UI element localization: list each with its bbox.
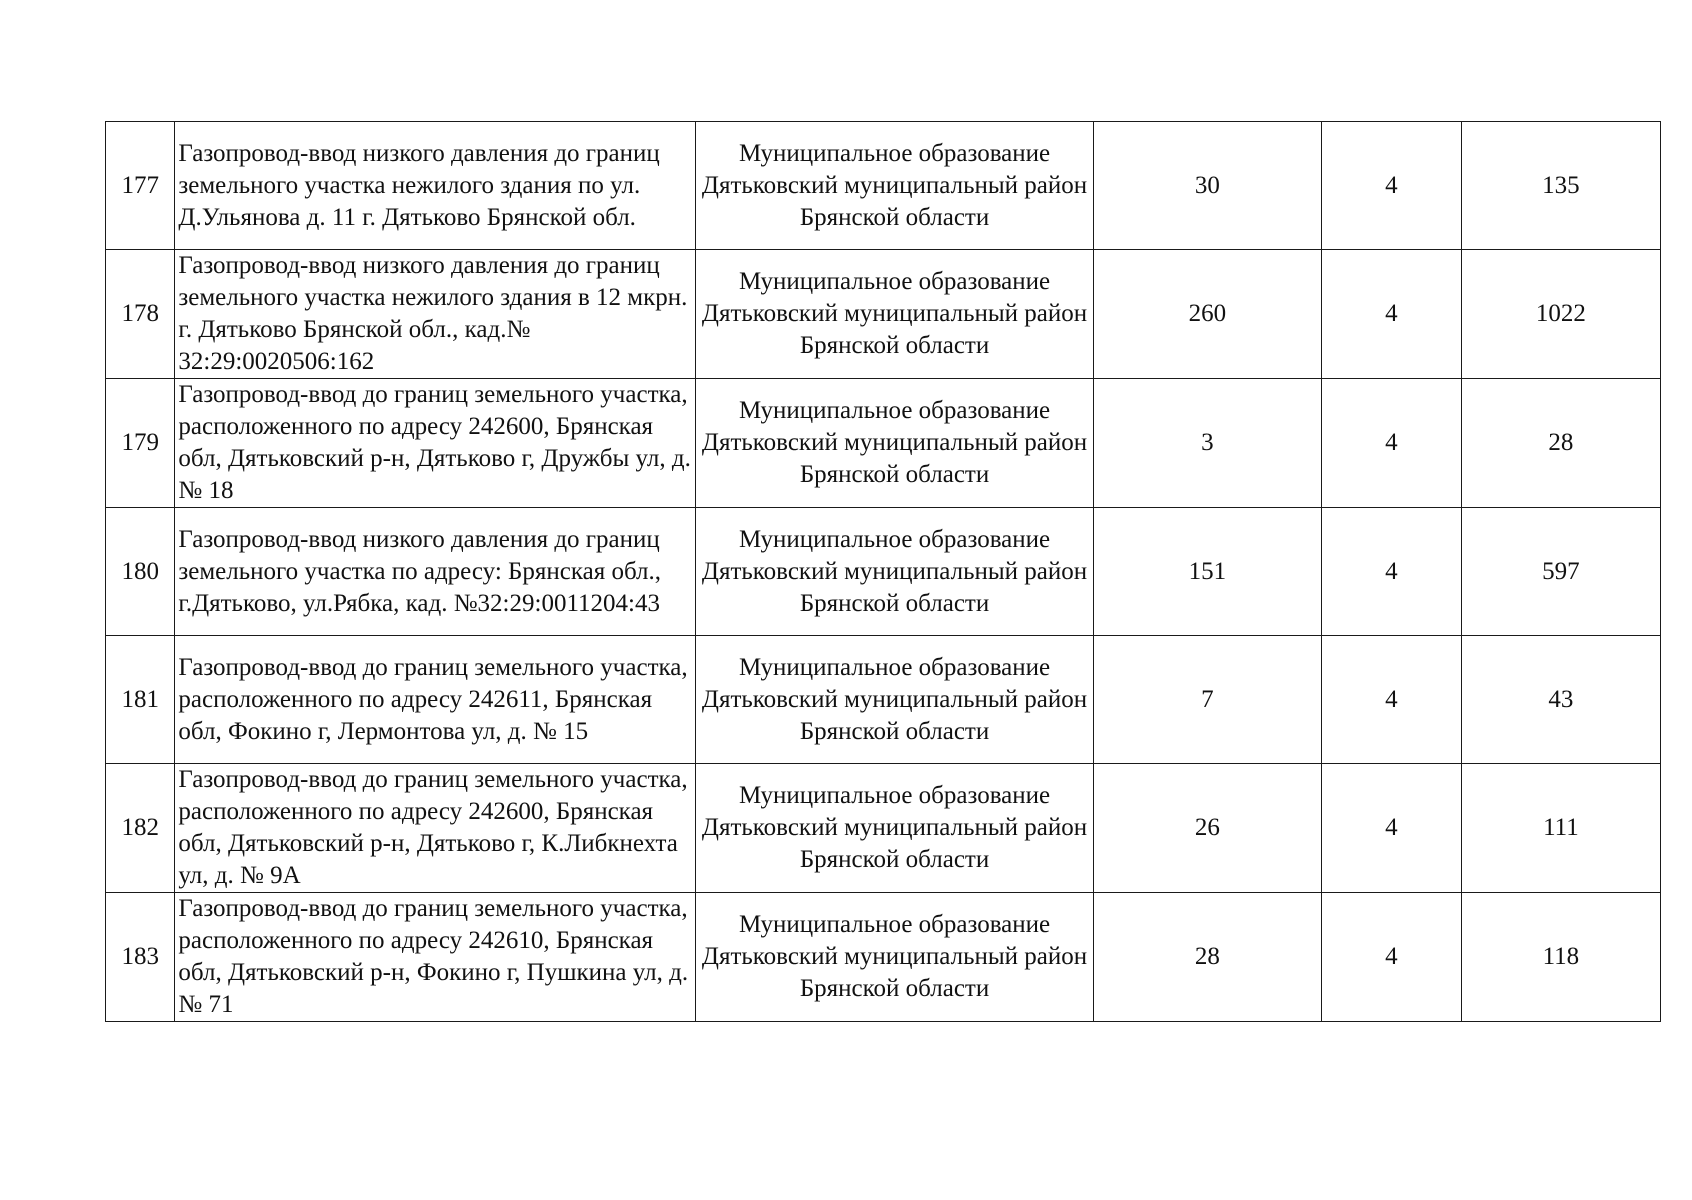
row-number: 181 bbox=[106, 636, 175, 764]
row-number: 179 bbox=[106, 379, 175, 508]
length-value: 260 bbox=[1093, 250, 1321, 379]
cost-value: 118 bbox=[1461, 893, 1660, 1022]
row-number: 178 bbox=[106, 250, 175, 379]
category-value: 4 bbox=[1322, 379, 1462, 508]
cost-value: 597 bbox=[1461, 508, 1660, 636]
category-value: 4 bbox=[1322, 122, 1462, 250]
row-number: 180 bbox=[106, 508, 175, 636]
owner-name: Муниципальное образование Дятьковский муниципальный район Брянской области bbox=[696, 250, 1093, 379]
cost-value: 28 bbox=[1461, 379, 1660, 508]
owner-name: Муниципальное образование Дятьковский муниципальный район Брянской области bbox=[696, 893, 1093, 1022]
cost-value: 1022 bbox=[1461, 250, 1660, 379]
table-row bbox=[106, 250, 1661, 379]
owner-name: Муниципальное образование Дятьковский муниципальный район Брянской области bbox=[696, 636, 1093, 764]
category-value: 4 bbox=[1322, 636, 1462, 764]
length-value: 28 bbox=[1093, 893, 1321, 1022]
cost-value: 111 bbox=[1461, 764, 1660, 893]
row-number: 182 bbox=[106, 764, 175, 893]
table-row bbox=[106, 636, 1661, 764]
cost-value: 135 bbox=[1461, 122, 1660, 250]
owner-name: Муниципальное образование Дятьковский муниципальный район Брянской области bbox=[696, 764, 1093, 893]
owner-name: Муниципальное образование Дятьковский муниципальный район Брянской области bbox=[696, 122, 1093, 250]
category-value: 4 bbox=[1322, 893, 1462, 1022]
owner-name: Муниципальное образование Дятьковский муниципальный район Брянской области bbox=[696, 508, 1093, 636]
category-value: 4 bbox=[1322, 250, 1462, 379]
cost-value: 43 bbox=[1461, 636, 1660, 764]
length-value: 7 bbox=[1093, 636, 1321, 764]
object-description: Газопровод-ввод низкого давления до границ земельного участка по адресу: Брянская обл., г.Дятьково, ул.Рябка, кад. №32:29:0011204:43 bbox=[175, 508, 696, 636]
object-description: Газопровод-ввод до границ земельного участка, расположенного по адресу 242611, Брянская обл, Фокино г, Лермонтова ул, д. № 15 bbox=[175, 636, 696, 764]
object-description: Газопровод-ввод до границ земельного участка, расположенного по адресу 242610, Брянская обл, Дятьковский р-н, Фокино г, Пушкина ул, д. № 71 bbox=[175, 893, 696, 1022]
object-description: Газопровод-ввод низкого давления до границ земельного участка нежилого здания по ул. Д.Ульянова д. 11 г. Дятьково Брянской обл. bbox=[175, 122, 696, 250]
category-value: 4 bbox=[1322, 508, 1462, 636]
owner-name: Муниципальное образование Дятьковский муниципальный район Брянской области bbox=[696, 379, 1093, 508]
table-row bbox=[106, 379, 1661, 508]
object-description: Газопровод-ввод до границ земельного участка, расположенного по адресу 242600, Брянская обл, Дятьковский р-н, Дятьково г, Дружбы ул, д. № 18 bbox=[175, 379, 696, 508]
row-number: 177 bbox=[106, 122, 175, 250]
length-value: 151 bbox=[1093, 508, 1321, 636]
table-row bbox=[106, 893, 1661, 1022]
object-description: Газопровод-ввод низкого давления до границ земельного участка нежилого здания в 12 мкрн. г. Дятьково Брянской обл., кад.№ 32:29:0020506:162 bbox=[175, 250, 696, 379]
length-value: 26 bbox=[1093, 764, 1321, 893]
length-value: 30 bbox=[1093, 122, 1321, 250]
table-row bbox=[106, 764, 1661, 893]
row-number: 183 bbox=[106, 893, 175, 1022]
length-value: 3 bbox=[1093, 379, 1321, 508]
table-row bbox=[106, 122, 1661, 250]
property-table bbox=[105, 121, 1661, 1022]
category-value: 4 bbox=[1322, 764, 1462, 893]
object-description: Газопровод-ввод до границ земельного участка, расположенного по адресу 242600, Брянская обл, Дятьковский р-н, Дятьково г, К.Либкнехта ул, д. № 9А bbox=[175, 764, 696, 893]
table-row bbox=[106, 508, 1661, 636]
